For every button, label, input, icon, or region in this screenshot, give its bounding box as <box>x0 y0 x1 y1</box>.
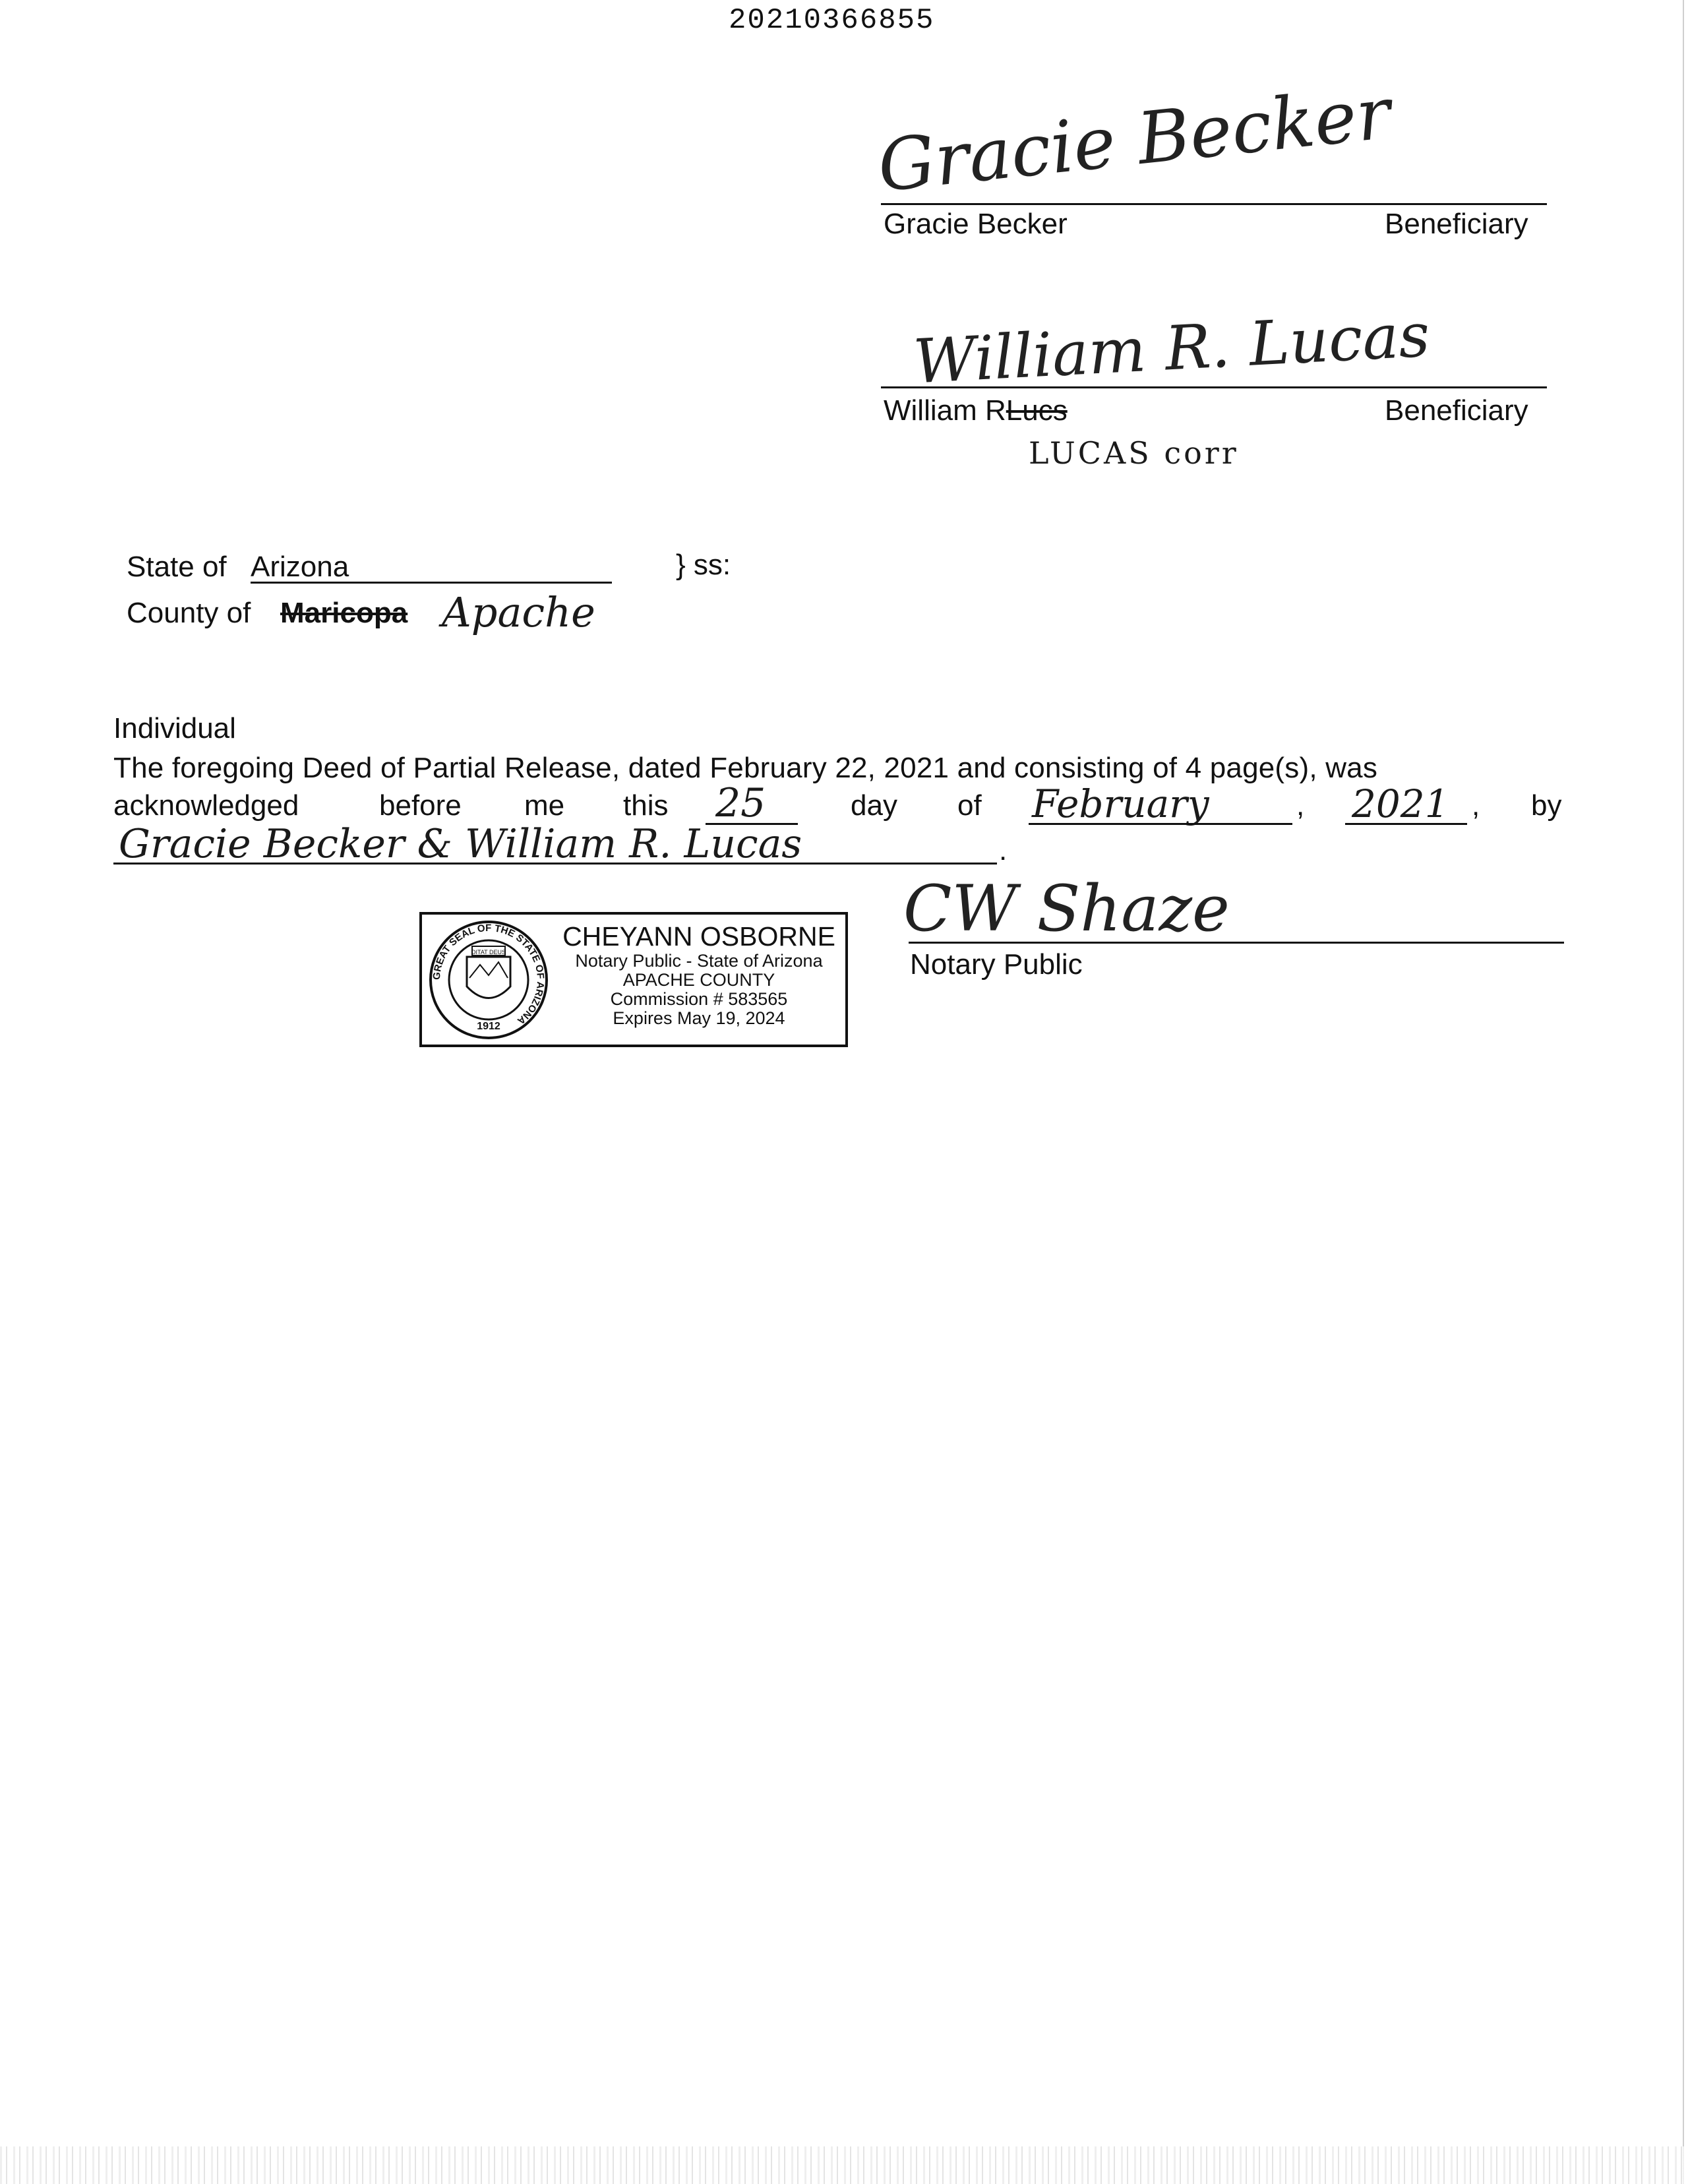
state-underline <box>251 582 612 584</box>
ack-comma-2: , <box>1472 789 1480 822</box>
ack-month-underline <box>1029 823 1292 825</box>
county-struck: Maricopa <box>280 597 408 629</box>
ack-of-label: of <box>957 789 982 822</box>
ack-day-handwritten: 25 <box>715 780 766 826</box>
ack-word-this: this <box>623 789 669 822</box>
notary-name: CHEYANN OSBORNE <box>562 921 835 952</box>
notary-public-label: Notary Public <box>910 948 1083 981</box>
printed-name-gracie: Gracie Becker <box>884 208 1068 240</box>
ack-month-handwritten: February <box>1032 781 1209 826</box>
ack-year-underline <box>1345 823 1467 825</box>
notary-signature-line <box>909 942 1564 944</box>
signature-line-2 <box>881 386 1547 388</box>
struck-lucs: Lucs <box>1006 394 1068 427</box>
notary-seal-stamp <box>419 912 848 1047</box>
ack-comma-1: , <box>1296 789 1305 822</box>
ack-word-me: me <box>524 789 565 822</box>
svg-text:1912: 1912 <box>477 1021 500 1032</box>
great-seal-icon <box>426 917 551 1043</box>
acknowledgment-line-1: The foregoing Deed of Partial Release, dated February 22, 2021 and consisting of 4 page(s), was <box>113 752 1378 784</box>
document-number: 20210366855 <box>729 4 935 37</box>
scan-noise-bar <box>0 2146 1688 2184</box>
notary-signature: CW Shaze <box>903 872 1230 946</box>
seal-text-block <box>557 921 841 1028</box>
signature-william-lucas: William R. Lucas <box>911 299 1432 398</box>
signature-gracie-becker: Gracie Becker <box>874 72 1395 208</box>
notary-commission: Commission # 583565 <box>610 989 788 1009</box>
role-beneficiary-1: Beneficiary <box>1385 208 1528 240</box>
ack-year-handwritten: 2021 <box>1352 781 1449 826</box>
ack-names-underline <box>113 863 997 864</box>
printed-name-william: William RLucs <box>884 394 1068 427</box>
county-label: County of <box>127 597 251 629</box>
ack-word-acknowledged: acknowledged <box>113 789 299 822</box>
scan-edge-line <box>1683 0 1684 2184</box>
signature-line-1 <box>881 203 1547 205</box>
ack-names-handwritten: Gracie Becker & William R. Lucas <box>119 821 802 867</box>
notary-expires: Expires May 19, 2024 <box>613 1008 785 1028</box>
notary-title: Notary Public - State of Arizona <box>575 951 823 971</box>
ack-by-label: by <box>1531 789 1562 822</box>
role-beneficiary-2: Beneficiary <box>1385 394 1528 427</box>
ack-word-before: before <box>379 789 462 822</box>
notary-county: APACHE COUNTY <box>622 970 775 990</box>
acknowledgment-heading: Individual <box>113 712 236 744</box>
svg-text:GREAT SEAL OF THE STATE OF ARI: GREAT SEAL OF THE STATE OF ARIZONA <box>431 922 547 1027</box>
state-value: Arizona <box>251 551 349 583</box>
state-label: State of <box>127 551 227 583</box>
county-handwritten: Apache <box>442 588 595 636</box>
ack-period: . <box>999 834 1008 866</box>
ss-label: } ss: <box>676 549 731 581</box>
handwritten-correction: LUCAS corr <box>1029 435 1239 471</box>
ack-day-label: day <box>851 789 897 822</box>
svg-text:DITAT DEUS: DITAT DEUS <box>471 949 506 956</box>
